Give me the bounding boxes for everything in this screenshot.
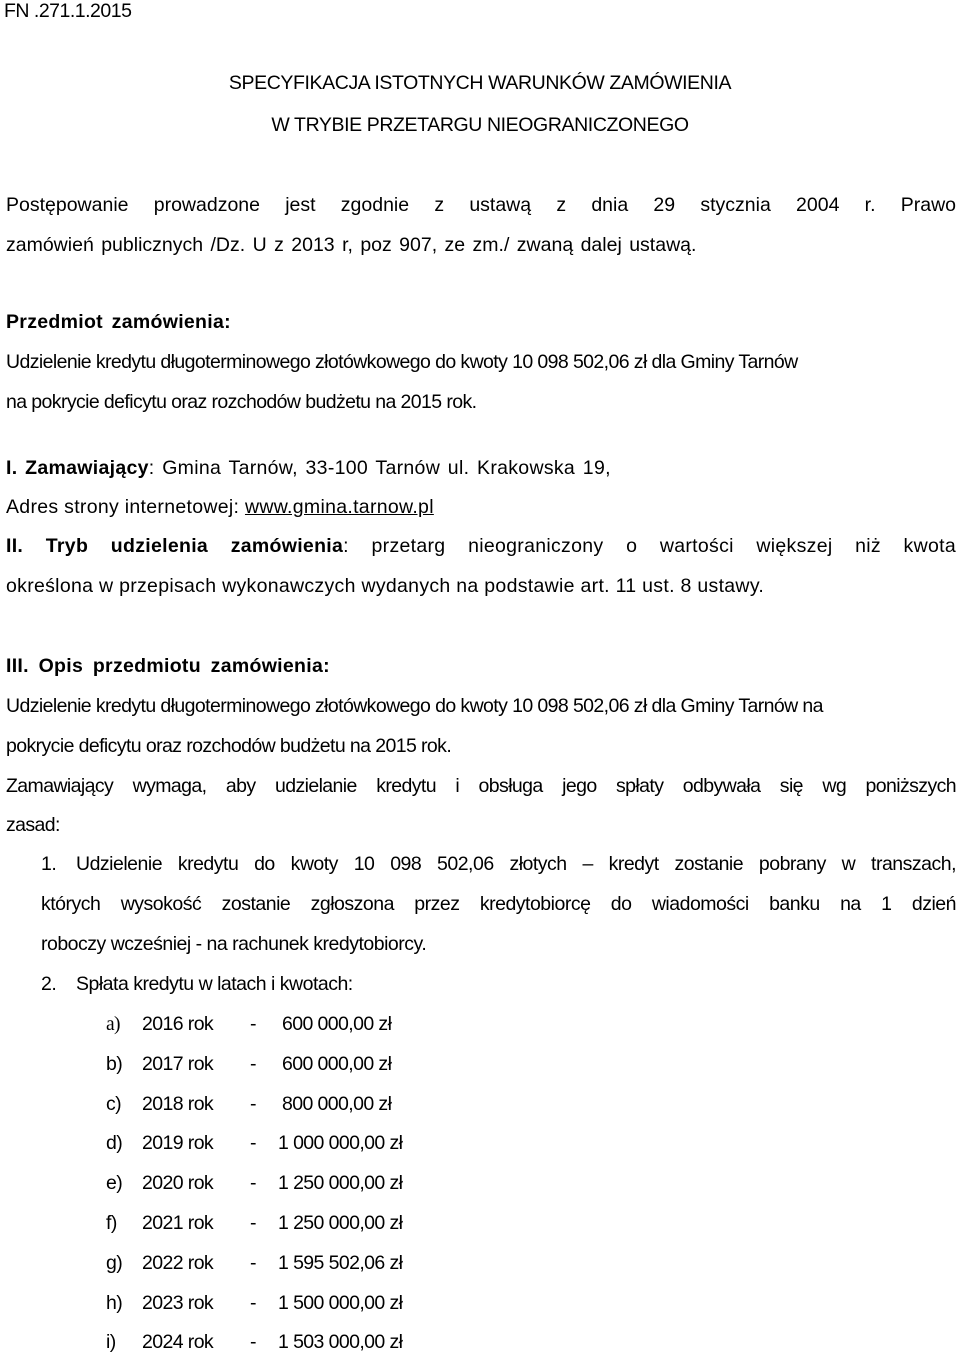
schedule-letter: h) [106,1292,123,1314]
rule-1-line-1: Udzielenie kredytu do kwoty 10 098 502,06 złotych – kredyt zostanie pobrany w transzach, [76,853,956,875]
schedule-amount: 1 000 000,00 zł [278,1132,403,1154]
schedule-year: 2018 rok [142,1093,214,1115]
schedule-letter: e) [106,1172,123,1194]
section-3-para-2b: zasad: [6,814,60,836]
section-3-para-1b: pokrycie deficytu oraz rozchodów budżetu na 2015 rok. [6,735,452,757]
schedule-row [106,1252,402,1275]
section-2-text: : przetarg nieograniczony o wartości większej niż kwota [343,535,956,557]
subject-heading: Przedmiot zamówienia: [6,311,231,333]
rule-1-line-3: roboczy wcześniej - na rachunek kredytobiorcy. [41,933,427,955]
schedule-amount: 600 000,00 zł [282,1013,392,1035]
schedule-amount: 800 000,00 zł [282,1093,392,1115]
schedule-amount: 1 250 000,00 zł [278,1212,403,1234]
schedule-dash: - [250,1053,256,1075]
schedule-dash: - [250,1172,256,1194]
section-3-heading: III. Opis przedmiotu zamówienia: [6,655,330,677]
rule-1-line-2: których wysokość zostanie zgłoszona przez kredytobiorcę do wiadomości banku na 1 dzień [41,893,956,915]
website-link[interactable]: www.gmina.tarnow.pl [244,496,434,518]
document-title: SPECYFIKACJA ISTOTNYCH WARUNKÓW ZAMÓWIENIA [228,72,732,94]
schedule-year: 2017 rok [142,1053,214,1075]
section-3-para-2a: Zamawiający wymaga, aby udzielanie kredytu i obsługa jego spłaty odbywała się wg poniższych [6,775,956,797]
schedule-row [106,1331,402,1354]
schedule-dash: - [250,1252,256,1274]
schedule-row [106,1172,402,1195]
schedule-amount: 1 595 502,06 zł [278,1252,403,1274]
schedule-year: 2023 rok [142,1292,214,1314]
schedule-row [106,1132,402,1155]
schedule-amount: 600 000,00 zł [282,1053,392,1075]
section-1-line [6,456,611,480]
schedule-letter: f) [106,1212,117,1234]
rule-1-number: 1. [41,853,57,875]
document-subtitle: W TRYBIE PRZETARGU NIEOGRANICZONEGO [271,114,689,136]
schedule-letter: b) [106,1053,123,1075]
schedule-year: 2020 rok [142,1172,214,1194]
schedule-dash: - [250,1013,256,1035]
website-label: Adres strony internetowej: [6,496,245,518]
schedule-amount: 1 500 000,00 zł [278,1292,403,1314]
schedule-amount: 1 250 000,00 zł [278,1172,403,1194]
schedule-letter: a) [106,1014,120,1035]
reference-number: FN .271.1.2015 [4,0,132,22]
rule-2-number: 2. [41,973,57,995]
schedule-amount: 1 503 000,00 zł [278,1331,403,1353]
schedule-dash: - [250,1132,256,1154]
intro-line-2: zamówień publicznych /Dz. U z 2013 r, poz 907, ze zm./ zwaną dalej ustawą. [6,234,697,256]
schedule-year: 2016 rok [142,1013,214,1035]
section-3-para-1a: Udzielenie kredytu długoterminowego złotówkowego do kwoty 10 098 502,06 zł dla Gminy Tarnów na [6,695,823,717]
schedule-dash: - [250,1331,256,1353]
subject-line-1: Udzielenie kredytu długoterminowego złotówkowego do kwoty 10 098 502,06 zł dla Gminy Tarnów [6,351,798,373]
section-1-label: I. Zamawiający [6,457,149,479]
rule-2-text: Spłata kredytu w latach i kwotach: [76,973,353,995]
schedule-letter: g) [106,1252,123,1274]
schedule-letter: i) [106,1331,116,1353]
schedule-row [106,1292,402,1315]
schedule-row [106,1093,391,1116]
schedule-year: 2019 rok [142,1132,214,1154]
subject-line-2: na pokrycie deficytu oraz rozchodów budżetu na 2015 rok. [6,391,477,413]
schedule-row [106,1013,391,1036]
schedule-dash: - [250,1292,256,1314]
schedule-row [106,1212,402,1235]
schedule-dash: - [250,1212,256,1234]
schedule-letter: d) [106,1132,123,1154]
schedule-dash: - [250,1093,256,1115]
section-1-web-line [6,495,434,519]
section-2-line-2: określona w przepisach wykonawczych wydanych na podstawie art. 11 ust. 8 ustawy. [6,575,765,597]
intro-line-1: Postępowanie prowadzone jest zgodnie z ustawą z dnia 29 stycznia 2004 r. Prawo [6,194,956,216]
schedule-row [106,1053,391,1076]
schedule-year: 2024 rok [142,1331,214,1353]
schedule-year: 2021 rok [142,1212,214,1234]
schedule-year: 2022 rok [142,1252,214,1274]
section-2-label: II. Tryb udzielenia zamówienia [6,535,344,557]
schedule-letter: c) [106,1093,122,1115]
section-1-text: : Gmina Tarnów, 33-100 Tarnów ul. Krakowska 19, [148,457,611,479]
section-2-line [6,534,956,558]
